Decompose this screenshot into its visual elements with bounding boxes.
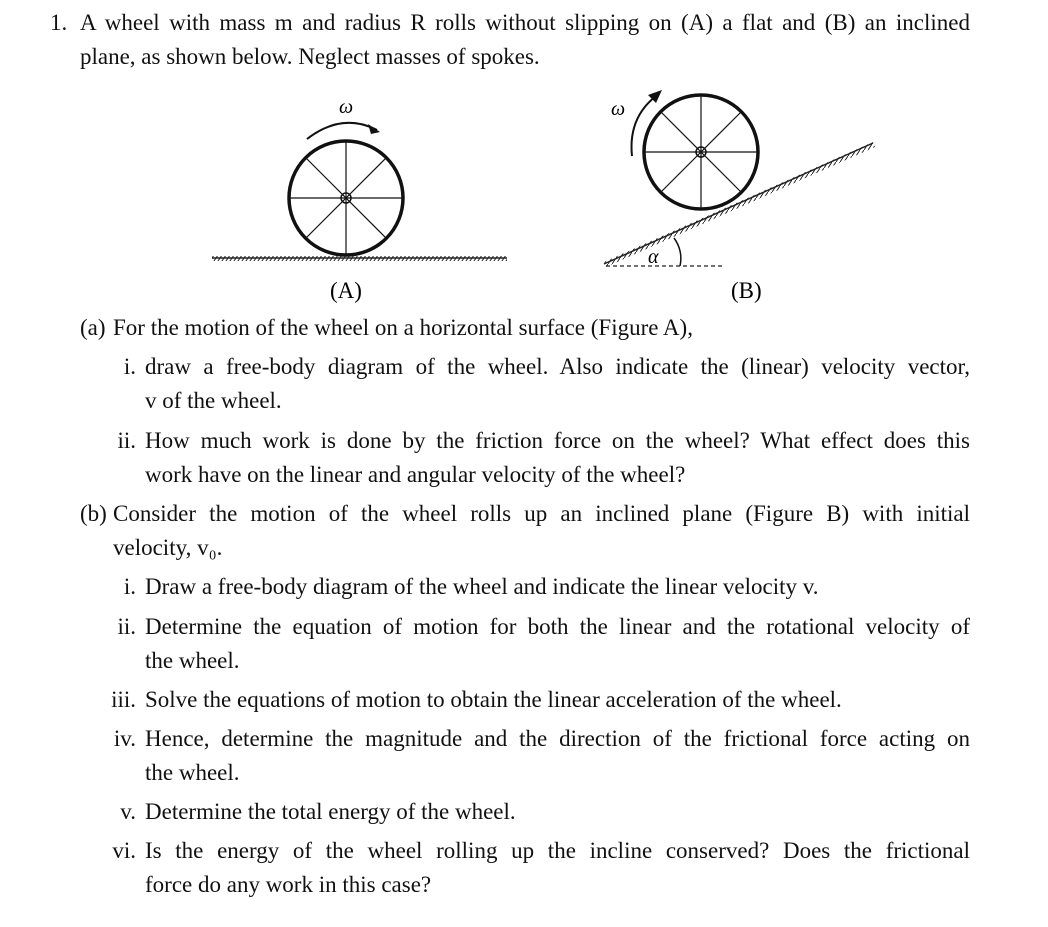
alpha-label: α — [648, 246, 659, 268]
wheel-a — [289, 141, 403, 255]
part-b-item-1-line-1: Draw a free-body diagram of the wheel and indicate the linear velocity v. — [145, 574, 819, 599]
omega-arrowhead-a — [368, 124, 380, 134]
part-b-item-6-line-2: force do any work in this case? — [145, 872, 432, 897]
part-b-item-5-line-1: Determine the total energy of the wheel. — [145, 799, 516, 824]
figure-a — [212, 96, 507, 303]
part-a-item-2-num: ii. — [117, 428, 136, 453]
part-b-item-3-line-1: Solve the equations of motion to obtain the linear acceleration of the wheel. — [145, 687, 842, 712]
part-b-item-4-line-2: the wheel. — [145, 760, 240, 785]
part-a-item-1-num: i. — [123, 354, 136, 379]
wheel-figure — [0, 0, 1048, 310]
part-b-item-5-num: v. — [120, 799, 136, 824]
wheel-b — [644, 95, 758, 209]
part-a-item-2-line-2: work have on the linear and angular velocity of the wheel? — [145, 462, 686, 487]
part-a-label: (a) — [80, 315, 106, 340]
part-b-item-2-line-2: the wheel. — [145, 648, 240, 673]
part-b-line-2: velocity, v₀. — [113, 535, 223, 560]
omega-label-b: ω — [611, 98, 626, 120]
figure-label-b: (B) — [731, 278, 762, 303]
part-a-text: For the motion of the wheel on a horizontal surface (Figure A), — [113, 315, 693, 340]
part-b-label: (b) — [80, 501, 107, 526]
part-b-item-2-line-1: Determine the equation of motion for both the linear and the rotational velocity of — [145, 614, 970, 639]
part-b-item-2-num: ii. — [117, 614, 136, 639]
part-a-item-1-line-2: v of the wheel. — [145, 388, 282, 413]
part-b-item-4-line-1: Hence, determine the magnitude and the direction of the frictional force acting on — [145, 726, 970, 751]
part-b-item-3-num: iii. — [111, 687, 136, 712]
angle-arc — [674, 238, 681, 266]
part-b-line-1: Consider the motion of the wheel rolls up an inclined plane (Figure B) with initial — [113, 501, 970, 526]
question-line-1: A wheel with mass m and radius R rolls without slipping on (A) a flat and (B) an inclined — [80, 10, 970, 35]
figure-label-a: (A) — [330, 278, 362, 303]
part-a-item-1-line-1: draw a free-body diagram of the wheel. Also indicate the (linear) velocity vector, — [145, 354, 970, 379]
question-line-2: plane, as shown below. Neglect masses of spokes. — [80, 44, 540, 69]
part-b-item-1-num: i. — [123, 574, 136, 599]
part-b-item-6-line-1: Is the energy of the wheel rolling up the incline conserved? Does the frictional — [145, 838, 970, 863]
figure-b — [604, 90, 875, 303]
omega-label-a: ω — [339, 96, 354, 118]
part-b-item-6-num: vi. — [112, 838, 136, 863]
omega-arrow-a — [307, 123, 377, 139]
part-b-item-4-num: iv. — [113, 726, 136, 751]
part-a-item-2-line-1: How much work is done by the friction force on the wheel? What effect does this — [145, 428, 970, 453]
question-number: 1. — [50, 10, 68, 35]
